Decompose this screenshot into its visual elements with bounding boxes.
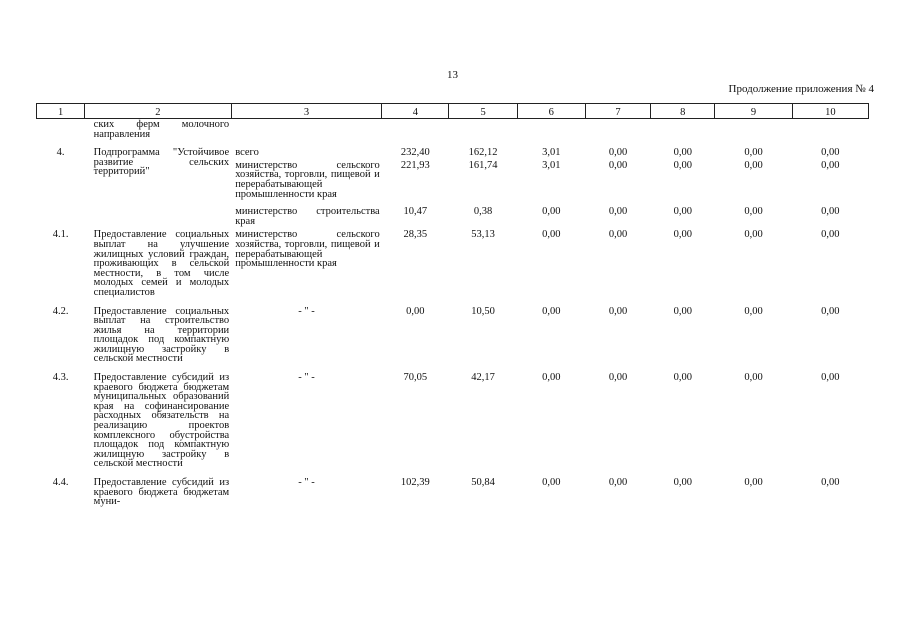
value-col-10: 0,00 bbox=[821, 229, 840, 241]
value-col-8 bbox=[651, 119, 715, 140]
value-col-10: 0,00 bbox=[821, 147, 840, 159]
value-col-5: 53,13 bbox=[471, 229, 495, 241]
value-col-8: 0,00 bbox=[673, 305, 692, 317]
header-col-3: 3 bbox=[231, 104, 382, 119]
executor: министерство строительства края bbox=[235, 206, 380, 227]
activity-name: Подпрограмма "Устойчивое развитие сельских территорий" bbox=[93, 147, 230, 178]
executor: - " - bbox=[298, 477, 315, 488]
value-col-8: 0,00 bbox=[673, 372, 692, 384]
value-col-6: 0,00 bbox=[542, 206, 561, 218]
value-col-8: 0,00 bbox=[673, 229, 692, 241]
value-col-9: 0,00 bbox=[744, 206, 763, 218]
value-col-10: 0,00 bbox=[821, 206, 840, 218]
value-col-10 bbox=[792, 119, 868, 140]
header-col-6: 6 bbox=[517, 104, 585, 119]
value-col-7: 0,00 bbox=[608, 477, 628, 488]
value-col-10: 0,00 bbox=[821, 159, 840, 171]
activity-name: Предоставление социальных выплат на улучшение жилищных условий граждан, проживающих в сельской местности, в том числе молодых семей и молодых специалистов bbox=[93, 229, 230, 298]
value-col-4: 232,40 bbox=[400, 147, 430, 159]
activity-name: Предоставление социальных выплат на строительство жилья на территории площадок под компактную жилищную застройку в сельской местности bbox=[93, 305, 230, 365]
value-col-9: 0,00 bbox=[744, 477, 763, 488]
value-col-9 bbox=[715, 119, 792, 140]
row-number bbox=[37, 119, 85, 140]
value-col-5: 10,50 bbox=[471, 305, 495, 317]
value-col-10: 0,00 bbox=[821, 372, 840, 384]
header-col-7: 7 bbox=[585, 104, 650, 119]
value-col-6: 0,00 bbox=[542, 229, 561, 241]
value-col-9: 0,00 bbox=[744, 372, 763, 384]
value-col-7: 0,00 bbox=[608, 305, 628, 317]
header-col-5: 5 bbox=[449, 104, 517, 119]
activity-name: ских ферм молочного направления bbox=[93, 119, 230, 140]
value-col-5 bbox=[449, 119, 517, 140]
value-col-6: 0,00 bbox=[542, 305, 561, 317]
value-col-7: 0,00 bbox=[608, 147, 628, 159]
value-col-7 bbox=[585, 119, 650, 140]
table-row bbox=[37, 230, 869, 297]
value-col-4: 28,35 bbox=[403, 229, 428, 241]
row-number: 4.3. bbox=[52, 372, 69, 384]
value-col-9: 0,00 bbox=[744, 147, 763, 159]
value-col-7: 0,00 bbox=[608, 229, 628, 241]
header-col-1: 1 bbox=[37, 104, 85, 119]
header-col-2: 2 bbox=[85, 104, 232, 119]
row-number: 4.4. bbox=[52, 477, 69, 488]
value-col-6: 3,01 bbox=[542, 159, 561, 171]
value-col-4: 102,39 bbox=[400, 477, 430, 488]
value-col-5: 162,12 bbox=[468, 147, 498, 159]
value-col-6: 3,01 bbox=[542, 147, 561, 159]
table-row bbox=[37, 478, 869, 507]
value-col-8: 0,00 bbox=[673, 159, 692, 171]
value-col-6 bbox=[517, 119, 585, 140]
value-col-8: 0,00 bbox=[673, 206, 692, 218]
value-col-4: 10,47 bbox=[403, 206, 428, 218]
table-header-row bbox=[37, 104, 869, 119]
value-col-9: 0,00 bbox=[744, 305, 763, 317]
value-col-8: 0,00 bbox=[673, 147, 692, 159]
table-row bbox=[37, 148, 869, 158]
table-row bbox=[37, 119, 869, 140]
table-row bbox=[37, 307, 869, 365]
row-number: 4.1. bbox=[52, 229, 69, 241]
activity-name: Предоставление субсидий из краевого бюджета бюджетам муни- bbox=[93, 477, 230, 508]
value-col-7: 0,00 bbox=[608, 206, 628, 218]
header-col-4: 4 bbox=[382, 104, 449, 119]
value-col-10: 0,00 bbox=[821, 477, 840, 488]
executor: - " - bbox=[298, 372, 315, 384]
header-col-10: 10 bbox=[792, 104, 868, 119]
table-row bbox=[37, 373, 869, 469]
value-col-6: 0,00 bbox=[542, 372, 561, 384]
value-col-7: 0,00 bbox=[608, 372, 628, 384]
header-col-8: 8 bbox=[651, 104, 715, 119]
header-col-9: 9 bbox=[715, 104, 792, 119]
value-col-5: 42,17 bbox=[471, 372, 495, 384]
row-number: 4. bbox=[56, 147, 65, 159]
executor: всего bbox=[235, 147, 259, 159]
value-col-5: 50,84 bbox=[471, 477, 495, 488]
value-col-5: 161,74 bbox=[468, 159, 498, 171]
executor bbox=[231, 119, 382, 140]
value-col-9: 0,00 bbox=[744, 159, 763, 171]
program-funding-table bbox=[36, 103, 869, 507]
value-col-5: 0,38 bbox=[473, 206, 493, 218]
value-col-4: 70,05 bbox=[403, 372, 428, 384]
value-col-4 bbox=[382, 119, 449, 140]
value-col-8: 0,00 bbox=[673, 477, 692, 488]
value-col-4: 0,00 bbox=[406, 305, 425, 317]
appendix-continuation-note: Продолжение приложения № 4 bbox=[728, 83, 874, 95]
executor: - " - bbox=[298, 305, 315, 317]
row-number: 4.2. bbox=[52, 305, 69, 317]
value-col-6: 0,00 bbox=[542, 477, 561, 488]
value-col-10: 0,00 bbox=[821, 305, 840, 317]
value-col-9: 0,00 bbox=[744, 229, 763, 241]
executor: министерство сельского хозяйства, торговли, пищевой и перерабатывающей промышленности края bbox=[235, 229, 380, 270]
activity-name: Предоставление субсидий из краевого бюджета бюджетам муниципальных образований края на софинансирование расходных обязательств на реализацию проектов комплексного обустройства площадок под компактную жилищную застройку в сельской местности bbox=[93, 372, 230, 470]
page-number: 13 bbox=[447, 69, 458, 81]
executor: министерство сельского хозяйства, торговли, пищевой и перерабатывающей промышленности края bbox=[235, 159, 380, 200]
value-col-4: 221,93 bbox=[400, 159, 430, 171]
value-col-7: 0,00 bbox=[608, 159, 628, 171]
